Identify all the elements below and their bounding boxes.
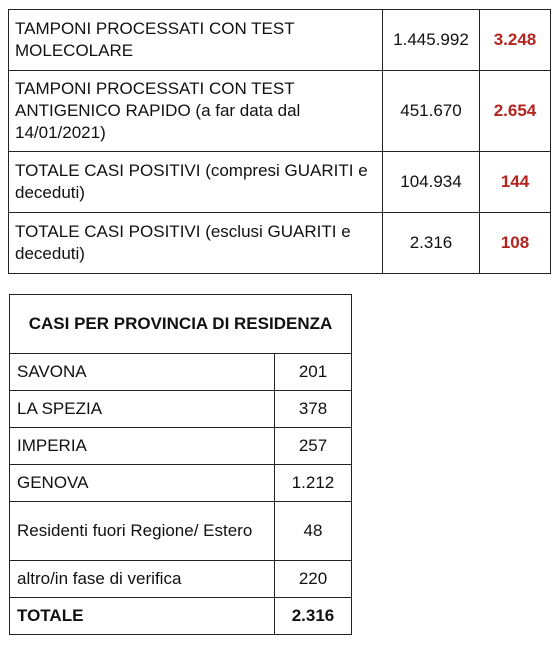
table-header: CASI PER PROVINCIA DI RESIDENZA [10, 295, 352, 354]
table-row [9, 10, 551, 71]
province-value: 201 [275, 354, 352, 391]
row-value: 451.670 [383, 71, 480, 152]
province-value: 48 [275, 502, 352, 561]
row-delta: 2.654 [480, 71, 551, 152]
row-label: TAMPONI PROCESSATI CON TEST ANTIGENICO RAPIDO (a far data dal 14/01/2021) [9, 71, 383, 152]
row-delta: 144 [480, 152, 551, 213]
province-value: 1.212 [275, 465, 352, 502]
total-label: TOTALE [10, 598, 275, 635]
row-label: TAMPONI PROCESSATI CON TEST MOLECOLARE [9, 10, 383, 71]
province-name: altro/in fase di verifica [10, 561, 275, 598]
province-name: SAVONA [10, 354, 275, 391]
row-label: TOTALE CASI POSITIVI (compresi GUARITI e deceduti) [9, 152, 383, 213]
table-row [10, 465, 352, 502]
table-row [10, 561, 352, 598]
province-name: Residenti fuori Regione/ Estero [10, 502, 275, 561]
province-name: GENOVA [10, 465, 275, 502]
table-row [9, 152, 551, 213]
province-name: IMPERIA [10, 428, 275, 465]
tamponi-table [8, 9, 551, 274]
row-delta: 3.248 [480, 10, 551, 71]
table-row [10, 428, 352, 465]
total-row [10, 598, 352, 635]
total-value: 2.316 [275, 598, 352, 635]
row-value: 1.445.992 [383, 10, 480, 71]
table-header-row [10, 295, 352, 354]
province-value: 257 [275, 428, 352, 465]
province-value: 220 [275, 561, 352, 598]
row-delta: 108 [480, 213, 551, 274]
province-name: LA SPEZIA [10, 391, 275, 428]
row-value: 2.316 [383, 213, 480, 274]
row-value: 104.934 [383, 152, 480, 213]
province-value: 378 [275, 391, 352, 428]
row-label: TOTALE CASI POSITIVI (esclusi GUARITI e deceduti) [9, 213, 383, 274]
table-row [9, 213, 551, 274]
table-row [10, 354, 352, 391]
province-table [9, 294, 352, 635]
table-row [10, 502, 352, 561]
table-row [9, 71, 551, 152]
table-row [10, 391, 352, 428]
